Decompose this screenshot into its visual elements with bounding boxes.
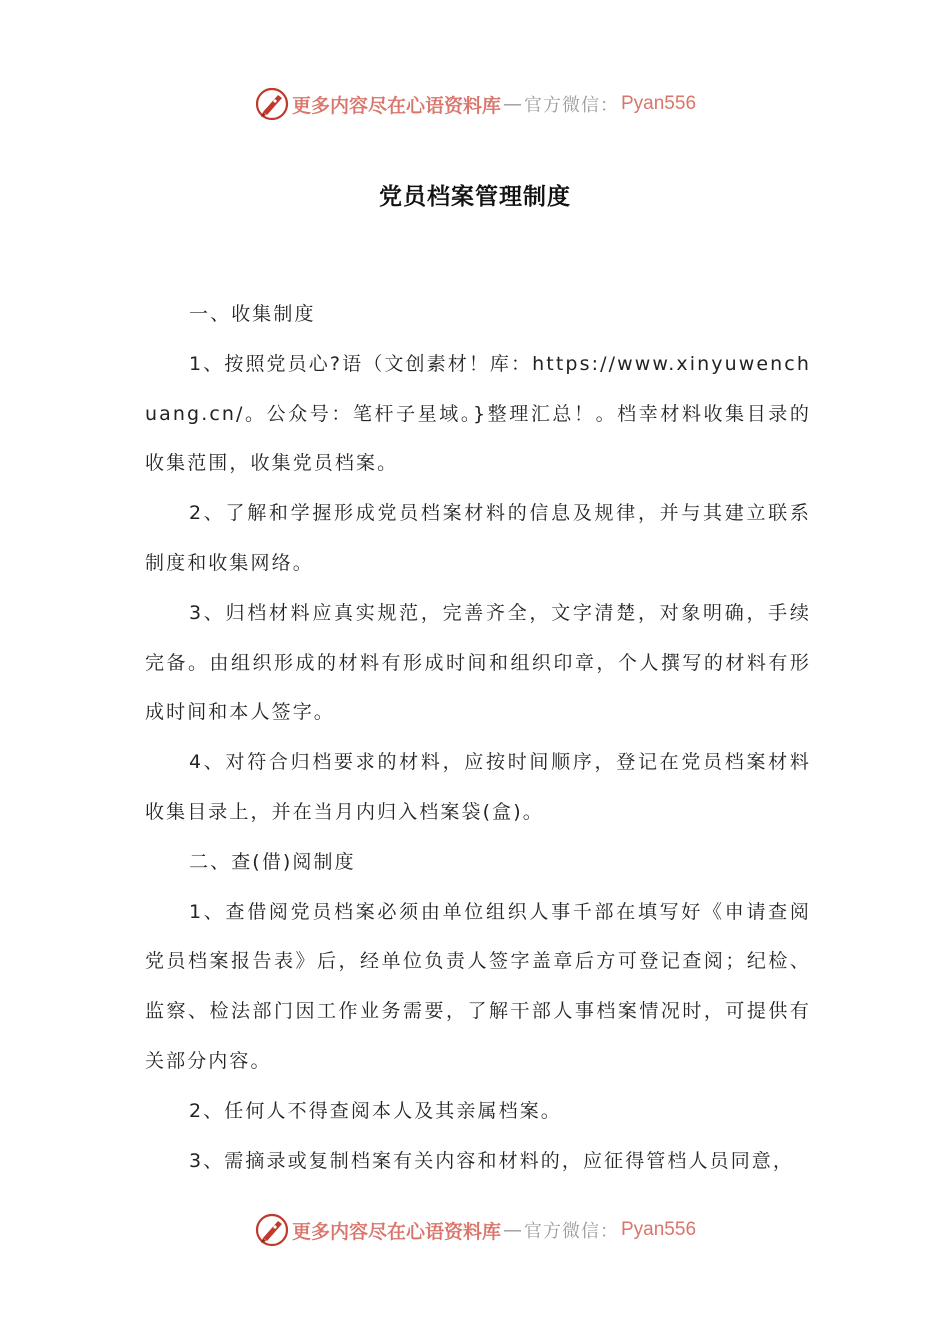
document-body	[145, 290, 811, 1186]
banner-wechat-id: Pyan556	[621, 1219, 697, 1240]
paragraph: 4、对符合归档要求的材料，应按时间顺序，登记在党员档案材料收集目录上，并在当月内归入档案袋(盒)。	[145, 751, 811, 823]
paragraph: 1、查借阅党员档案必须由单位组织人事千部在填写好《申请查阅党员档案报告表》后，经单位负责人签字盖章后方可登记查阅；纪检、监察、检法部门因工作业务需要，了解干部人事档案情况时，可提供有关部分内容。	[145, 900, 811, 1072]
banner-wechat-id: Pyan556	[621, 93, 697, 114]
section-heading-borrowing: 二、查(借)阅制度	[189, 850, 356, 873]
paragraph: 2、任何人不得查阅本人及其亲属档案。	[189, 1099, 562, 1122]
paragraph: 3、需摘录或复制档案有关内容和材料的，应征得管档人员同意，	[189, 1149, 794, 1172]
header-banner	[0, 84, 950, 124]
banner-brand-text: 更多内容尽在心语资料库	[291, 1220, 501, 1243]
banner-dash: —	[503, 93, 522, 115]
banner-dash: —	[503, 1219, 522, 1241]
paragraph: 1、按照党员心?语（文创素材！库：https://www.xinyuwenchuang.cn/。公众号：笔杆子星域。}整理汇总！。档幸材料收集目录的收集范围，收集党员档案。	[145, 352, 811, 475]
section-heading-collection: 一、收集制度	[189, 303, 316, 325]
banner-brand-text: 更多内容尽在心语资料库	[291, 94, 501, 117]
footer-banner	[0, 1210, 950, 1250]
pen-nib-logo-icon	[254, 1212, 290, 1248]
paragraph: 3、归档材料应真实规范，完善齐全，文字清楚，对象明确，手续完备。由组织形成的材料有形成时间和组织印章，个人撰写的材料有形成时间和本人签字。	[145, 601, 811, 724]
banner-wechat-label: 官方微信：	[524, 1221, 619, 1242]
paragraph: 2、了解和学握形成党员档案材料的信息及规律，并与其建立联系制度和收集网络。	[145, 502, 811, 574]
pen-nib-logo-icon	[254, 86, 290, 122]
document-title: 党员档案管理制度	[379, 184, 571, 210]
banner-wechat-label: 官方微信：	[524, 95, 619, 116]
